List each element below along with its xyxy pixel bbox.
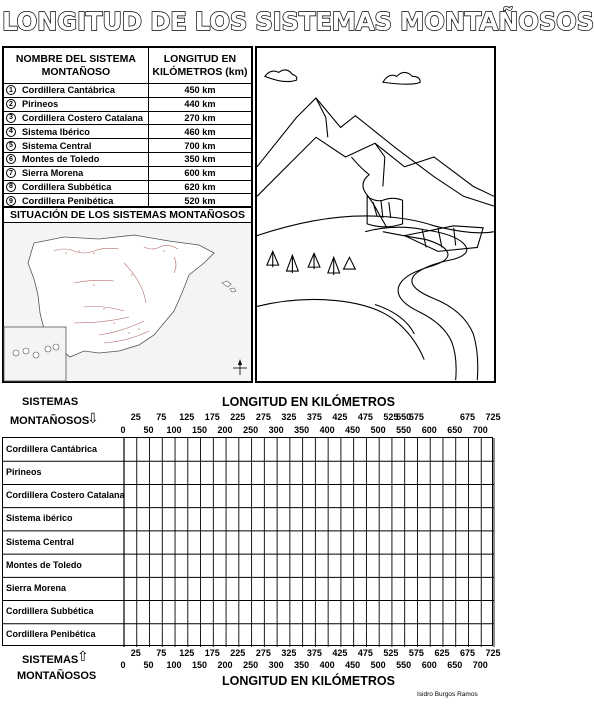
- top-upper-tick-label: 75: [156, 412, 167, 422]
- bottom-lower-tick-label: 700: [472, 660, 488, 670]
- top-lower-tick-label: 0: [120, 425, 126, 435]
- table-row: [4, 194, 251, 208]
- top-lower-tick-label: 50: [143, 425, 154, 435]
- bottom-upper-tick-label: 625: [434, 648, 450, 658]
- row-name-cell: [4, 167, 149, 180]
- bottom-upper-tick-label: 475: [357, 648, 373, 658]
- col-header-name: NOMBRE DEL SISTEMA MONTAÑOSO: [4, 48, 149, 83]
- grid-row-label: Montes de Toledo: [6, 559, 82, 570]
- bottom-upper-tick-label: 225: [230, 648, 246, 658]
- table-row: [4, 98, 251, 112]
- system-name: Sistema Ibérico: [22, 126, 90, 137]
- top-lower-tick-label: 300: [268, 425, 284, 435]
- top-lower-tick-label: 250: [243, 425, 259, 435]
- system-length: 620 km: [184, 181, 216, 192]
- bottom-upper-tick-label: 425: [332, 648, 348, 658]
- top-lower-tick-label: 500: [370, 425, 386, 435]
- iberia-map: [4, 223, 251, 381]
- bottom-upper-tick-label: 725: [485, 648, 501, 658]
- table-row: [4, 167, 251, 181]
- system-name: Pirineos: [22, 99, 59, 110]
- bottom-upper-tick-label: 275: [255, 648, 271, 658]
- system-name: Cordillera Subbética: [22, 181, 112, 192]
- bottom-lower-tick-label: 300: [268, 660, 284, 670]
- row-number: 1: [6, 85, 16, 95]
- top-lower-tick-label: 650: [447, 425, 463, 435]
- grid-row-label: Sierra Morena: [6, 582, 67, 593]
- system-length: 700 km: [184, 140, 216, 151]
- top-lower-tick-label: 700: [472, 425, 488, 435]
- bottom-upper-tick-label: 25: [130, 648, 141, 658]
- top-lower-tick-label: 600: [421, 425, 437, 435]
- top-upper-tick-label: 425: [332, 412, 348, 422]
- sistemas-label-top: SISTEMAS: [22, 396, 79, 408]
- grid-row-label: Cordillera Subbética: [6, 606, 94, 617]
- system-name: Sistema Central: [22, 140, 92, 151]
- axis-label-top: LONGITUD EN KILÓMETROS: [222, 395, 395, 409]
- row-number: 9: [6, 196, 16, 206]
- row-name-cell: [4, 153, 149, 166]
- grid-row-label: Cordillera Costero Catalana: [6, 490, 125, 501]
- system-length: 460 km: [184, 126, 216, 137]
- bottom-lower-tick-label: 550: [396, 660, 412, 670]
- answer-grid[interactable]: [2, 437, 493, 646]
- mountain-illustration: [255, 46, 496, 383]
- system-length: 520 km: [184, 196, 216, 207]
- system-length: 450 km: [184, 85, 216, 96]
- location-map-panel: [2, 208, 253, 383]
- table-row: [4, 153, 251, 167]
- row-number: 8: [6, 182, 16, 192]
- top-upper-tick-label: 125: [179, 412, 195, 422]
- bottom-lower-tick-label: 50: [143, 660, 154, 670]
- montanosos-label-top: MONTAÑOSOS: [10, 415, 90, 427]
- table-header: [4, 48, 251, 84]
- col-header-length: LONGITUD EN KILÓMETROS (km): [152, 52, 248, 78]
- page-title: LONGITUD DE LOS SISTEMAS MONTAÑOSOS: [2, 7, 594, 36]
- system-length: 350 km: [184, 154, 216, 165]
- row-number: 4: [6, 127, 16, 137]
- row-number: 3: [6, 113, 16, 123]
- bottom-lower-tick-label: 350: [294, 660, 310, 670]
- row-name-cell: [4, 112, 149, 125]
- top-lower-tick-label: 350: [294, 425, 310, 435]
- top-upper-tick-label: 175: [204, 412, 220, 422]
- row-name-cell: [4, 98, 149, 111]
- system-name: Cordillera Penibética: [22, 196, 114, 207]
- row-number: 7: [6, 168, 16, 178]
- mountain-landscape-image: [257, 48, 494, 381]
- system-name: Cordillera Costero Catalana: [22, 112, 144, 123]
- row-number: 6: [6, 154, 16, 164]
- bottom-upper-tick-label: 175: [204, 648, 220, 658]
- table-row: [4, 125, 251, 139]
- grid-row-label: Pirineos: [6, 466, 42, 477]
- bottom-lower-tick-label: 250: [243, 660, 259, 670]
- bottom-lower-tick-label: 200: [217, 660, 233, 670]
- row-number: 5: [6, 141, 16, 151]
- bottom-upper-tick-label: 575: [408, 648, 424, 658]
- grid-row-label: Cordillera Cantábrica: [6, 443, 98, 454]
- table-row: [4, 181, 251, 195]
- top-lower-tick-label: 550: [396, 425, 412, 435]
- table-row: [4, 139, 251, 153]
- top-upper-tick-label: 275: [255, 412, 271, 422]
- top-lower-tick-label: 100: [166, 425, 182, 435]
- top-lower-tick-label: 200: [217, 425, 233, 435]
- top-lower-tick-label: 450: [345, 425, 361, 435]
- top-upper-tick-label: 375: [306, 412, 322, 422]
- bottom-upper-tick-label: 675: [459, 648, 475, 658]
- top-upper-tick-label: 325: [281, 412, 297, 422]
- row-name-cell: [4, 181, 149, 194]
- top-upper-tick-label: 675: [459, 412, 475, 422]
- table-row: [4, 112, 251, 126]
- montanosos-label-bottom: MONTAÑOSOS: [17, 670, 97, 682]
- bottom-lower-tick-label: 400: [319, 660, 335, 670]
- bottom-lower-tick-label: 100: [166, 660, 182, 670]
- bottom-lower-tick-label: 500: [370, 660, 386, 670]
- arrow-down-icon: ⇩: [87, 410, 99, 426]
- bottom-lower-tick-label: 600: [421, 660, 437, 670]
- top-lower-tick-label: 150: [192, 425, 208, 435]
- system-name: Sierra Morena: [22, 168, 84, 179]
- bottom-lower-tick-label: 150: [192, 660, 208, 670]
- sistemas-label-bottom: SISTEMAS: [22, 654, 79, 666]
- bottom-upper-tick-label: 325: [281, 648, 297, 658]
- system-length: 270 km: [184, 112, 216, 123]
- row-name-cell: [4, 84, 149, 97]
- author-credit: Isidro Burgos Ramos: [417, 691, 478, 698]
- top-lower-tick-label: 400: [319, 425, 335, 435]
- top-upper-tick-label: 25: [130, 412, 141, 422]
- bottom-upper-tick-label: 525: [383, 648, 399, 658]
- system-length: 440 km: [184, 99, 216, 110]
- row-name-cell: [4, 125, 149, 138]
- bottom-upper-tick-label: 375: [306, 648, 322, 658]
- map-title: SITUACIÓN DE LOS SISTEMAS MONTAÑOSOS: [4, 208, 251, 223]
- top-upper-tick-label: 525: [383, 412, 399, 422]
- bottom-lower-tick-label: 650: [447, 660, 463, 670]
- top-upper-tick-label: 575: [408, 412, 424, 422]
- bottom-lower-tick-label: 450: [345, 660, 361, 670]
- bottom-upper-tick-label: 75: [156, 648, 167, 658]
- table-row: [4, 84, 251, 98]
- row-number: 2: [6, 99, 16, 109]
- axis-label-bottom: LONGITUD EN KILÓMETROS: [222, 674, 395, 688]
- row-name-cell: [4, 194, 149, 208]
- grid-row-label: Sistema ibérico: [6, 513, 73, 524]
- bottom-upper-tick-label: 125: [179, 648, 195, 658]
- bottom-lower-tick-label: 0: [120, 660, 126, 670]
- grid-row-label: Sistema Central: [6, 536, 75, 547]
- system-name: Montes de Toledo: [22, 154, 100, 165]
- arrow-up-icon: ⇧: [77, 648, 89, 664]
- row-name-cell: [4, 139, 149, 152]
- top-upper-tick-label: 475: [357, 412, 373, 422]
- top-upper-tick-label: 550: [396, 412, 412, 422]
- system-name: Cordillera Cantábrica: [22, 85, 115, 96]
- lengths-table: [2, 46, 253, 208]
- system-length: 600 km: [184, 168, 216, 179]
- top-upper-tick-label: 725: [485, 412, 501, 422]
- top-upper-tick-label: 225: [230, 412, 246, 422]
- grid-row-label: Cordillera Penibética: [6, 629, 96, 640]
